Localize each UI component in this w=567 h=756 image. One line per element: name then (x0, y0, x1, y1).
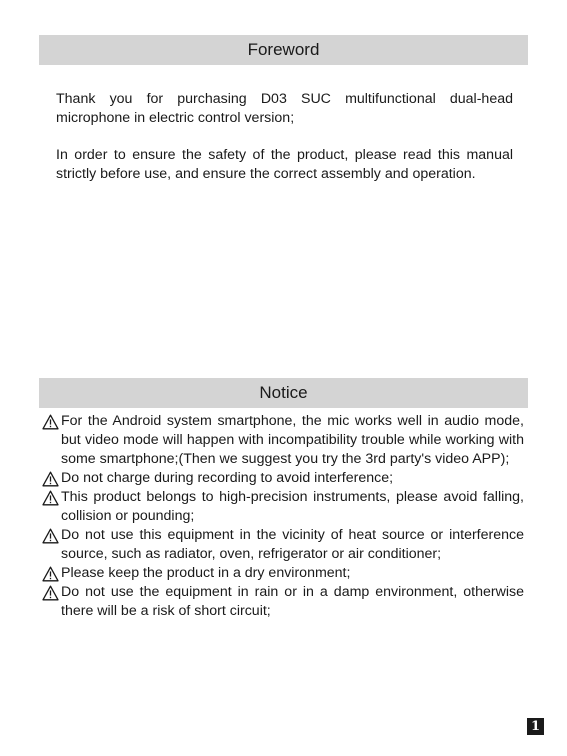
notice-item-text: Do not use this equipment in the vicinity of heat source or interference source, such as radiator, oven, refrigerator or air conditioner; (61, 527, 524, 562)
warning-triangle-icon (42, 564, 61, 583)
page-number-badge (527, 718, 544, 735)
warning-triangle-icon (42, 412, 61, 431)
notice-item (42, 412, 524, 469)
notice-header (39, 378, 528, 408)
foreword-title: Foreword (247, 40, 320, 59)
warning-triangle-icon (42, 469, 61, 488)
notice-title: Notice (259, 383, 308, 402)
foreword-paragraph-2: In order to ensure the safety of the product, please read this manual strictly before use, and ensure the correct assembly and operation. (56, 147, 513, 182)
notice-item-text: Do not use the equipment in rain or in a damp environment, otherwise there will be a risk of short circuit; (61, 584, 524, 619)
notice-item-text: This product belongs to high-precision instruments, please avoid falling, collision or pounding; (61, 489, 524, 524)
notice-item (42, 526, 524, 564)
foreword-paragraph-1: Thank you for purchasing D03 SUC multifunctional dual-head microphone in electric control version; (56, 91, 513, 126)
notice-item-text: Do not charge during recording to avoid interference; (61, 470, 394, 486)
warning-triangle-icon (42, 583, 61, 602)
warning-triangle-icon (42, 488, 61, 507)
notice-item (42, 488, 524, 526)
notice-item (42, 583, 524, 621)
notice-item-text: Please keep the product in a dry environment; (61, 565, 351, 581)
foreword-header (39, 35, 528, 65)
warning-triangle-icon (42, 526, 61, 545)
notice-item (42, 564, 524, 583)
page-number: 1 (530, 719, 541, 734)
notice-item (42, 469, 524, 488)
notice-list (42, 412, 524, 621)
notice-item-text: For the Android system smartphone, the mic works well in audio mode, but video mode will happen with incompatibility trouble while working with some smartphone;(Then we suggest you try the 3rd party's video APP); (61, 413, 524, 467)
